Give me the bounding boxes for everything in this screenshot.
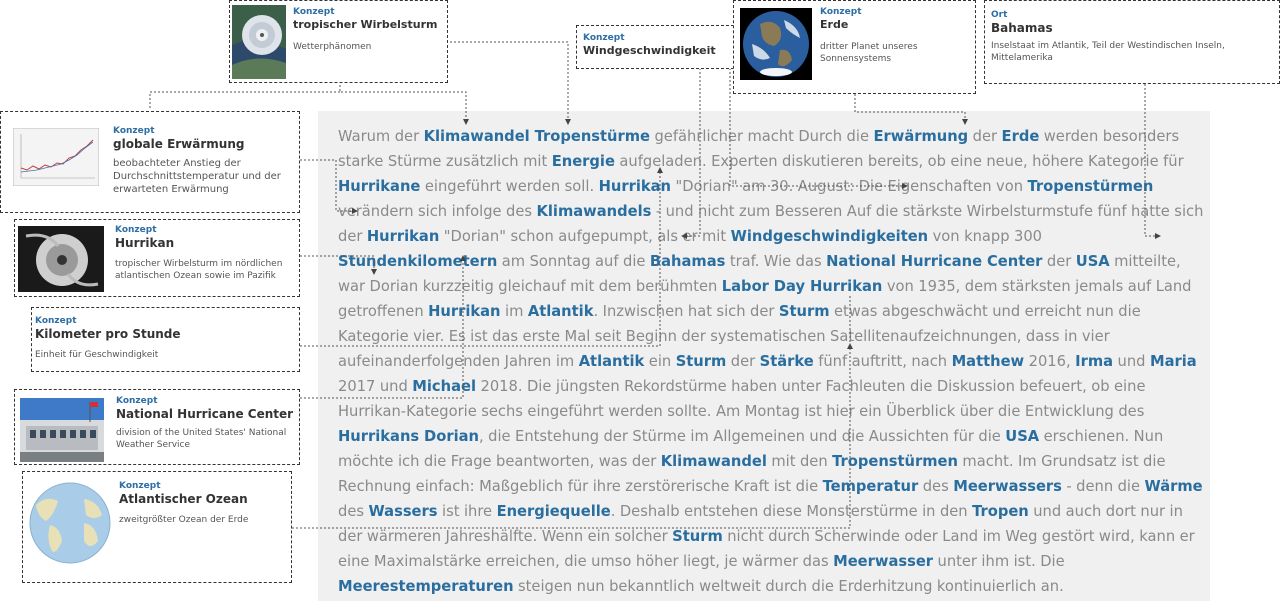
card-globale-erwaermung[interactable] xyxy=(0,111,300,213)
article-text-run: mit den xyxy=(766,453,833,470)
concept-link[interactable]: Tropenstürmen xyxy=(1027,178,1154,195)
article-text-run: "Dorian" am 30. August: Die Eigenschaften von xyxy=(671,178,1028,195)
card-desc: dritter Planet unseres Sonnensystems xyxy=(820,42,918,64)
card-title: Erde xyxy=(820,18,849,31)
article-text-run: gefährlicher macht Durch die xyxy=(650,128,874,145)
concept-link[interactable]: Energie xyxy=(551,153,615,170)
card-type: Konzept xyxy=(583,33,625,43)
article-text-run: im xyxy=(500,303,528,320)
connector-wirbelsturm-3 xyxy=(150,92,340,108)
card-national-hurricane-center[interactable] xyxy=(14,389,300,465)
article-text-run: , die Entstehung der Stürme im Allgemeinen und die Aussichten für die xyxy=(479,428,1006,445)
article-text-run: des xyxy=(338,478,1208,520)
article-text-run: am Sonntag auf die xyxy=(497,253,650,270)
article-text-run: erschienen. Nun möchte ich die Frage beantworten, was der xyxy=(338,428,1168,470)
article-text-run: und auch dort nur in der wärmeren Jahreshälfte. Wenn ein solcher xyxy=(338,503,1188,545)
concept-link[interactable]: Sturm xyxy=(778,303,830,320)
card-atlantischer-ozean[interactable] xyxy=(22,471,292,583)
card-desc: zweitgrößter Ozean der Erde xyxy=(119,515,249,525)
card-desc: Einheit für Geschwindigkeit xyxy=(35,350,159,360)
card-title: Atlantischer Ozean xyxy=(119,492,248,506)
concept-link[interactable]: USA xyxy=(1005,428,1040,445)
article-text-run: 2016, xyxy=(1024,353,1076,370)
article-text-run: unter ihm ist. Die xyxy=(933,553,1070,570)
concept-link[interactable]: Erwärmung xyxy=(873,128,969,145)
concept-link[interactable]: USA xyxy=(1075,253,1110,270)
article-text-run: 2017 und xyxy=(338,353,1202,395)
concept-link[interactable]: Maria xyxy=(1149,353,1197,370)
article-text-run: macht. Im Grundsatz ist die Rechnung einfach: Maßgeblich für ihre zerstörerische Kraft ist die xyxy=(338,453,1170,495)
card-title: tropischer Wirbelsturm xyxy=(293,18,438,31)
concept-link[interactable]: Stundenkilometern xyxy=(338,253,498,270)
card-bahamas[interactable] xyxy=(984,0,1280,84)
concept-link[interactable]: Windgeschwindigkeiten xyxy=(730,228,929,245)
card-title: Kilometer pro Stunde xyxy=(35,327,181,341)
card-type: Konzept xyxy=(820,7,862,17)
hurricane-satellite-image xyxy=(232,5,286,79)
article-text-run: der xyxy=(968,128,1002,145)
article-text-run: eingeführt werden soll. xyxy=(420,178,599,195)
article-text-run: . Deshalb entstehen diese Monsterstürme in den xyxy=(610,503,973,520)
article-text-run: verändern sich infolge des xyxy=(338,178,1158,220)
connector-wirbelsturm xyxy=(450,42,568,122)
card-desc: beobachteter Anstieg der Durchschnittstemperatur und der erwarteten Erwärmung xyxy=(113,158,281,195)
earth-image xyxy=(740,8,812,80)
article-text-run: nicht durch Scherwinde oder Land im Weg gestört wird, kann er eine Maximalstärke erreichen, die umso höher liegt, je wärmer das xyxy=(338,528,1200,570)
card-title: globale Erwärmung xyxy=(113,137,245,151)
article-text-run: aufgeladen. Experten diskutieren bereits, ob eine neue, höhere Kategorie für xyxy=(614,153,1189,170)
article-text-run: der xyxy=(726,353,760,370)
article-text-run: - denn die xyxy=(1061,478,1145,495)
card-type: Konzept xyxy=(113,126,155,136)
article-text-run: der xyxy=(1042,253,1076,270)
card-type: Konzept xyxy=(35,316,77,326)
card-desc: Wetterphänomen xyxy=(293,42,372,52)
card-type: Konzept xyxy=(115,225,157,235)
concept-link[interactable]: Wärme xyxy=(1144,478,1203,495)
card-hurrikan[interactable] xyxy=(14,219,300,297)
article-text xyxy=(338,124,1208,599)
article-text-run: etwas abgeschwächt und erreicht nun die Kategorie vier. Es ist das erste Mal seit Beginn der systematischen Satellitenaufzeichnungen, dass in vier aufeinanderfolgenden Jahren im xyxy=(338,303,1146,370)
card-erde[interactable] xyxy=(733,0,976,94)
nhc-building-image xyxy=(20,398,104,462)
card-title: Windgeschwindigkeit xyxy=(583,44,716,57)
concept-link[interactable]: Atlantik xyxy=(527,303,594,320)
article-text-run: des xyxy=(918,478,954,495)
card-tropischer-wirbelsturm[interactable] xyxy=(229,0,448,83)
concept-link[interactable]: Tropenstürmen xyxy=(832,453,958,470)
concept-link[interactable]: Tropen xyxy=(972,503,1029,520)
article-text-run: werden besonders starke Stürme zusätzlich mit xyxy=(338,128,1184,170)
concept-link[interactable]: Hurrikans Dorian xyxy=(338,428,479,445)
concept-link[interactable]: Atlantik xyxy=(578,353,645,370)
article-text-run: . Inzwischen hat sich der xyxy=(593,303,779,320)
article-text-run: "Dorian" schon aufgepumpt, als er mit xyxy=(439,228,731,245)
concept-link[interactable]: Meerestemperaturen xyxy=(338,578,514,595)
concept-link[interactable]: Erde xyxy=(1001,128,1040,145)
atlantic-globe-image xyxy=(28,481,112,565)
card-windgeschwindigkeit[interactable] xyxy=(576,25,734,69)
concept-link[interactable]: Wassers xyxy=(368,503,438,520)
concept-link[interactable]: Hurrikane xyxy=(338,178,421,195)
concept-link[interactable]: Labor Day Hurrikan xyxy=(721,278,883,295)
card-desc: tropischer Wirbelsturm im nördlichen atlantischen Ozean sowie im Pazifik xyxy=(115,259,283,281)
concept-link[interactable]: Hurrikan xyxy=(366,228,440,245)
card-desc: Inselstaat im Atlantik, Teil der Westindischen Inseln, Mittelamerika xyxy=(991,41,1225,63)
article-text-run: - und nicht zum Besseren Auf die stärkste Wirbelsturmstufe fünf hatte sich der xyxy=(338,203,1208,245)
concept-link[interactable]: Temperatur xyxy=(822,478,919,495)
concept-link[interactable]: Bahamas xyxy=(649,253,726,270)
concept-link[interactable]: Energiequelle xyxy=(496,503,611,520)
concept-link[interactable]: Michael xyxy=(412,378,476,395)
concept-link[interactable]: Klimawandel Tropenstürme xyxy=(423,128,651,145)
concept-link[interactable]: Klimawandels xyxy=(536,203,652,220)
card-kilometer-pro-stunde[interactable] xyxy=(31,307,300,372)
article-text-run: von knapp 300 xyxy=(928,228,1047,245)
article-text-run: steigen nun bekanntlich weltweit durch die Erderhitzung kontinuierlich an. xyxy=(513,578,1064,595)
article-text-run: mitteilte, war Dorian kurzzeitig gleichauf mit dem berühmten xyxy=(338,253,1186,295)
article-text-run: traf. Wie das xyxy=(725,253,827,270)
concept-link[interactable]: Sturm xyxy=(672,528,723,545)
card-type: Konzept xyxy=(116,396,158,406)
card-title: Bahamas xyxy=(991,21,1053,35)
article-text-run: ein xyxy=(644,353,676,370)
concept-link[interactable]: Meerwassers xyxy=(953,478,1062,495)
card-desc: division of the United States' National Weather Service xyxy=(116,428,287,450)
concept-link[interactable]: National Hurricane Center xyxy=(826,253,1043,270)
article-text-run: ist ihre xyxy=(437,503,497,520)
concept-link[interactable]: Klimawandel xyxy=(660,453,767,470)
card-type: Ort xyxy=(991,10,1008,20)
card-type: Konzept xyxy=(293,7,335,17)
article-text-run: und xyxy=(1113,353,1150,370)
card-title: Hurrikan xyxy=(115,236,175,250)
article-text-run: 2018. Die jüngsten Rekordstürme haben unter Fachleuten die Diskussion befeuert, ob eine Hurrikan-Kategorie sechs eingeführt werden sollte. Am Montag ist hier ein Überblick über die Entwicklung des xyxy=(338,378,1150,420)
article-text-run: fünf auftritt, nach xyxy=(813,353,952,370)
concept-link[interactable]: Hurrikan xyxy=(598,178,671,195)
article-panel xyxy=(318,111,1210,601)
concept-link[interactable]: Sturm xyxy=(675,353,727,370)
temperature-graph-image xyxy=(13,128,99,186)
hurricane-bw-image xyxy=(18,226,104,292)
article-text-run: Warum der xyxy=(338,128,424,145)
concept-link[interactable]: Meerwasser xyxy=(833,553,934,570)
concept-link[interactable]: Hurrikan xyxy=(428,303,501,320)
card-title: National Hurricane Center xyxy=(116,407,294,421)
concept-link[interactable]: Irma xyxy=(1075,353,1114,370)
card-type: Konzept xyxy=(119,481,161,491)
concept-link[interactable]: Matthew xyxy=(951,353,1025,370)
concept-link[interactable]: Stärke xyxy=(759,353,814,370)
article-text-run: von 1935, dem stärksten jemals auf Land getroffenen xyxy=(338,278,1196,320)
